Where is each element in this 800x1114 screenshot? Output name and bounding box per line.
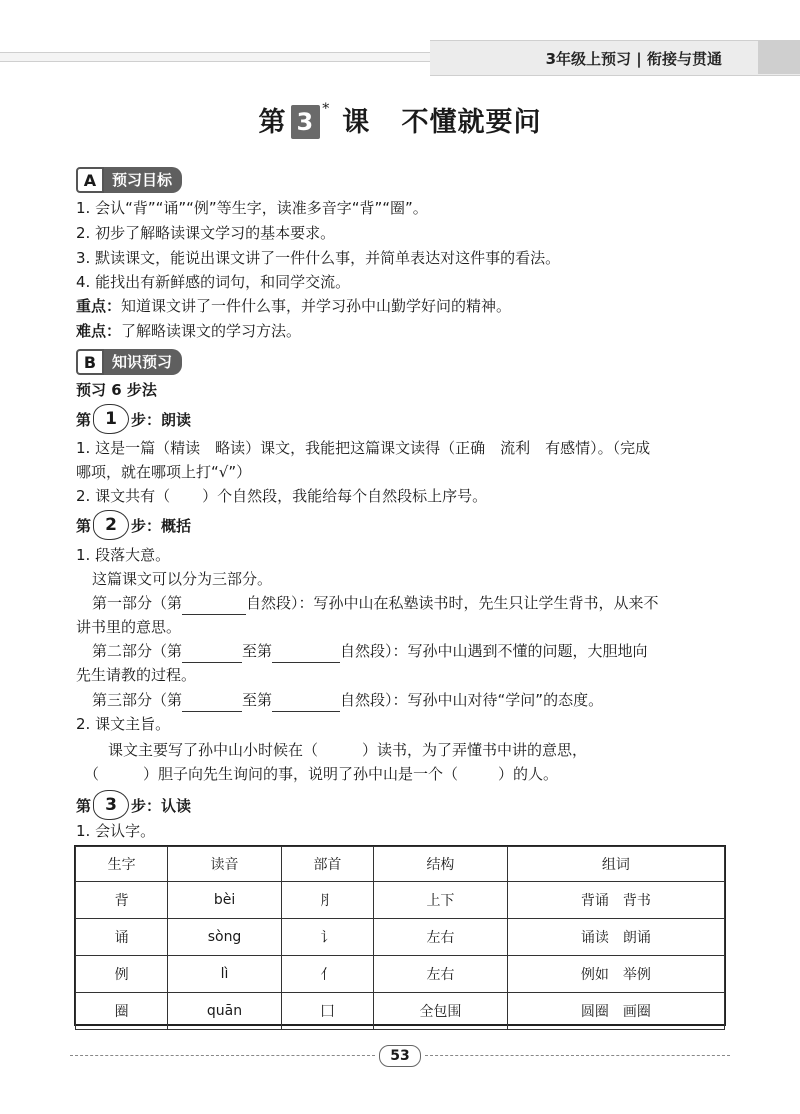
six-steps-subtitle: 预习 6 步法 — [76, 381, 157, 399]
cell-words: 圆圈 画圈 — [507, 993, 724, 1030]
part-1-b: 自然段）：写孙中山在私塾读书时，先生只让学生背书，从来不 — [246, 594, 659, 612]
part-1-line — [92, 591, 659, 615]
cell-words: 诵读 朗诵 — [507, 919, 724, 956]
cell-structure: 全包围 — [374, 993, 508, 1030]
cell-structure: 上下 — [374, 882, 508, 919]
header-text: 3年级上预习 | 衔接与贯通 — [545, 50, 722, 68]
table-header-row — [76, 847, 725, 882]
cell-words: 例如 举例 — [507, 956, 724, 993]
footer-dashline-right — [425, 1055, 730, 1056]
step-2-h2: 2. 课文主旨。 — [76, 715, 171, 733]
th-pinyin: 读音 — [168, 847, 282, 882]
title-star: * — [322, 101, 331, 117]
part-3-b: 至第 — [242, 691, 273, 709]
main-idea-line-2 — [84, 762, 558, 786]
th-radical: 部首 — [281, 847, 373, 882]
main-idea-1b: ）读书，为了弄懂书中讲的意思， — [362, 741, 588, 759]
step-2-heading — [76, 510, 191, 540]
step-1-heading — [76, 404, 191, 434]
difficult-point — [76, 319, 301, 343]
main-idea-2b: ）胆子向先生询问的事，说明了孙中山是一个（ — [143, 765, 459, 783]
step-2-h1: 1. 段落大意。 — [76, 546, 171, 564]
cell-char: 背 — [76, 882, 168, 919]
lesson-number: 3 — [291, 105, 321, 139]
step-1-line-3 — [76, 484, 487, 508]
th-char: 生字 — [76, 847, 168, 882]
step-2-number: 2 — [93, 510, 129, 540]
cell-radical: 讠 — [281, 919, 373, 956]
cell-pinyin: bèi — [168, 882, 282, 919]
cell-radical: 亻 — [281, 956, 373, 993]
cell-char: 诵 — [76, 919, 168, 956]
step-2-pre: 第 — [76, 516, 92, 535]
part-2-c: 自然段）：写孙中山遇到不懂的问题，大胆地向 — [340, 642, 648, 660]
lesson-name: 不懂就要问 — [401, 107, 542, 138]
blank-part2-end[interactable] — [272, 662, 340, 663]
key-text: 知道课文讲了一件什么事，并学习孙中山勤学好问的精神。 — [121, 297, 512, 315]
main-idea-1a: 课文主要写了孙中山小时候在（ — [108, 741, 319, 759]
cell-structure: 左右 — [374, 919, 508, 956]
part-3-a: 第三部分（第 — [92, 691, 183, 709]
table-row — [76, 919, 725, 956]
step-1-pre: 第 — [76, 410, 92, 429]
step-3-number: 3 — [93, 790, 129, 820]
part-2-b: 至第 — [242, 642, 273, 660]
header-decor-bar — [0, 52, 430, 62]
section-a-label: 预习目标 — [104, 167, 182, 193]
part-3-c: 自然段）：写孙中山对待“学问”的态度。 — [340, 691, 604, 709]
cell-pinyin: lì — [168, 956, 282, 993]
step-1-number: 1 — [93, 404, 129, 434]
step-1-line-2: 哪项，就在哪项上打“√”） — [76, 463, 252, 481]
section-b-label: 知识预习 — [104, 349, 182, 375]
blank-part1[interactable] — [182, 614, 246, 615]
cell-pinyin: quān — [168, 993, 282, 1030]
step-1-line-3-a: 2. 课文共有（ — [76, 487, 171, 505]
table-row — [76, 956, 725, 993]
goal-item-2: 2. 初步了解略读课文学习的基本要求。 — [76, 224, 336, 242]
part-2-a: 第二部分（第 — [92, 642, 183, 660]
step-3-post: 步：认读 — [131, 796, 192, 815]
cell-pinyin: sòng — [168, 919, 282, 956]
part-1-a: 第一部分（第 — [92, 594, 183, 612]
header-tab — [758, 40, 800, 74]
page-number: 53 — [379, 1045, 421, 1067]
cell-structure: 左右 — [374, 956, 508, 993]
step-3-heading — [76, 790, 191, 820]
step-3-pre: 第 — [76, 796, 92, 815]
step-1-post: 步：朗读 — [131, 410, 192, 429]
section-b-header — [76, 350, 182, 374]
footer-dashline-left — [70, 1055, 375, 1056]
step-2-post: 步：概括 — [131, 516, 192, 535]
difficult-text: 了解略读课文的学习方法。 — [121, 322, 302, 340]
cell-char: 例 — [76, 956, 168, 993]
cell-words: 背诵 背书 — [507, 882, 724, 919]
goal-item-3: 3. 默读课文，能说出课文讲了一件什么事，并简单表达对这件事的看法。 — [76, 249, 561, 267]
table-row — [76, 993, 725, 1030]
main-idea-line-1 — [108, 738, 587, 762]
th-words: 组词 — [507, 847, 724, 882]
step-2-intro: 这篇课文可以分为三部分。 — [92, 570, 273, 588]
cell-radical: ⺼ — [281, 882, 373, 919]
key-label: 重点： — [76, 297, 122, 315]
part-2-line — [92, 639, 648, 663]
goal-item-4: 4. 能找出有新鲜感的词句，和同学交流。 — [76, 273, 351, 291]
part-1-cont: 讲书里的意思。 — [76, 618, 182, 636]
section-b-letter: B — [76, 349, 104, 375]
cell-radical: 囗 — [281, 993, 373, 1030]
blank-part3-end[interactable] — [272, 711, 340, 712]
key-point — [76, 294, 511, 318]
title-suffix: 课 — [342, 107, 371, 138]
cell-char: 圈 — [76, 993, 168, 1030]
step-1-line-1: 1. 这是一篇（精读 略读）课文，我能把这篇课文读得（正确 流利 有感情）。（完成 — [76, 439, 651, 457]
word-table — [75, 846, 725, 1030]
step-1-line-3-b: ）个自然段，我能给每个自然段标上序号。 — [202, 487, 488, 505]
title-prefix: 第 — [258, 107, 287, 138]
section-a-header — [76, 168, 182, 192]
lesson-title — [0, 100, 800, 139]
section-a-letter: A — [76, 167, 104, 193]
goal-item-1: 1. 会认“背”“诵”“例”等生字，读准多音字“背”“圈”。 — [76, 199, 428, 217]
part-3-line — [92, 688, 603, 712]
blank-part3-start[interactable] — [182, 711, 242, 712]
part-2-cont: 先生请教的过程。 — [76, 666, 197, 684]
difficult-label: 难点： — [76, 322, 122, 340]
main-idea-2a: （ — [84, 765, 100, 783]
step-3-h1: 1. 会认字。 — [76, 822, 156, 840]
word-table-wrap — [75, 846, 725, 1030]
main-idea-2c: ）的人。 — [498, 765, 559, 783]
th-structure: 结构 — [374, 847, 508, 882]
table-row — [76, 882, 725, 919]
